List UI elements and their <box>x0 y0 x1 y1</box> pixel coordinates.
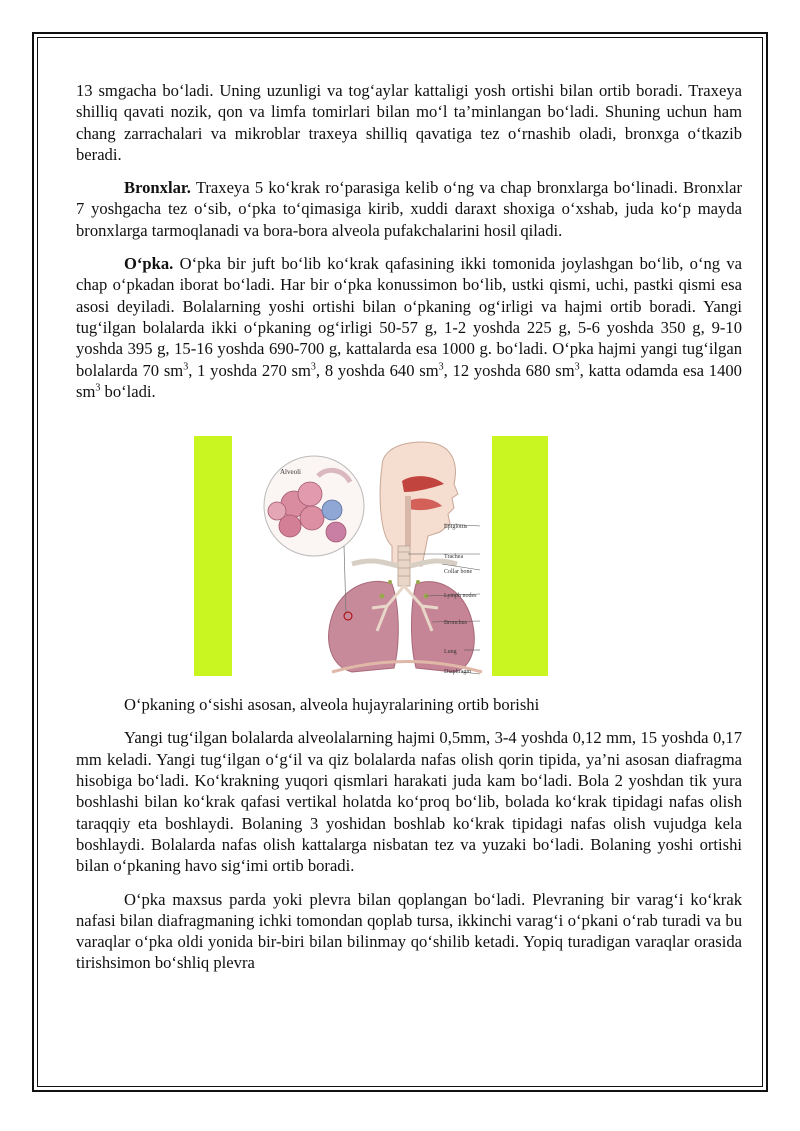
document-body <box>76 80 742 974</box>
heading-bronchi: Bronxlar. <box>124 178 191 198</box>
label-bronchus: Bronchus <box>444 620 467 627</box>
paragraph-trachea: 13 smgacha bo‘ladi. Uning uzunligi va tog‘aylar kattaligi yosh ortishi bilan ortib boradi. Traxeya shilliq qavati nozik, qon va limfa tomirlari bilan mo‘l ta’minlangan bo‘ladi. Shuning uchun ham chang zarrachalari va mikroblar traxeya shilliq qavatiga tez o‘rnashib oladi, bronxga o‘tkazib beradi. <box>76 81 742 164</box>
paragraph-bronchi: Bronxlar. Traxeya 5 ko‘krak ro‘parasiga kelib o‘ng va chap bronxlarga bo‘linadi. Bronxlar 7 yoshgacha tez o‘sib, o‘pka to‘qimasiga kirib, xuddi daraxt shoxiga o‘xshab, juda ko‘p mayda bronxlarga tarmoqlanadi va bora-bora alveola pufakchalarini hosil qiladi. <box>76 178 742 240</box>
paragraph-pleura: O‘pka maxsus parda yoki plevra bilan qoplangan bo‘ladi. Plevraning bir varag‘i ko‘krak nafasi bilan diafragmaning ichki tomondan qoplab tursa, ikkinchi varag‘i o‘pkani o‘rab turadi va bu varaqlar o‘pka oldi yonida bir-biri bilan bilinmay qo‘shilib ketadi. Yopiq turadigan varaqlar orasida tirishsimon bo‘shliq plevra <box>76 889 742 973</box>
respiratory-illustration <box>232 436 492 676</box>
label-alveoli: Alveoli <box>280 468 301 477</box>
figure-caption: O‘pkaning o‘sishi asosan, alveola hujayralarining ortib borishi <box>124 695 540 715</box>
label-diaphragm: Diaphragm <box>444 669 471 676</box>
label-trachea: Trachea <box>444 554 464 561</box>
paragraph-alveoli: Yangi tug‘ilgan bolalarda alveolalarning hajmi 0,5mm, 3-4 yoshda 0,12 mm, 15 yoshda 0,17 mm keladi. Yangi tug‘ilgan o‘g‘il va qiz bolalarda nafas olish qorin tipida, ya’ni asosan diafragma hisobiga bo‘ladi. Ko‘krakning yuqori qismlari harakati juda kam bo‘ladi. Bola 2 yoshdan tik yura boshlashi bilan ko‘krak qafasi vertikal holatda ko‘proq bo‘lib, bolada ko‘krak tipidagi nafas olish taraqqiy eta boshlaydi. Bolaning 3 yoshidan boshlab ko‘krak tipidagi nafas olish vujudga kela boshlaydi. Bolalarda nafas olish kattalarga nisbatan tez va yuzaki bo‘ladi. Bolaning yoshi ortishi bilan o‘pkaning havo sig‘imi ortib boradi. <box>76 728 742 876</box>
label-collar-bone: Collar bone <box>444 569 473 576</box>
label-lung: Lung <box>444 649 457 656</box>
label-epiglottis: Epiglottis <box>444 524 468 531</box>
paragraph-lung: O‘pka. O‘pka bir juft bo‘lib ko‘krak qafasining ikki tomonida joylashgan bo‘lib, o‘ng va chap o‘pkadan iborat bo‘ladi. Har bir o‘pka konussimon bo‘lib, ustki qismi, uchi, pastki qismi esa asosi deyiladi. Bolalarning yoshi ortishi bilan o‘pkaning og‘irligi va hajmi ortib boradi. Yangi tug‘ilgan bolalarda ikki o‘pkaning og‘irligi 50-57 g, 1-2 yoshda 225 g, 5-6 yoshda 350 g, 9-10 yoshda 395 g, 15-16 yoshda 690-700 g, kattalarda esa 1000 g. bo‘ladi. O‘pka hajmi yangi tug‘ilgan bolalarda 70 $sm^3$, 1 yoshda 270 $sm^3$, 8 yoshda 640 $sm^3$, 12 yoshda 680 $sm^3$, katta odamda esa 1400 $sm^3$ bo‘ladi. <box>76 254 742 401</box>
heading-lung: O‘pka. <box>124 254 174 274</box>
figure-green-bar-left <box>194 436 232 676</box>
label-lymph-nodes: Lymph nodes <box>444 593 477 600</box>
respiratory-diagram-svg <box>232 436 492 676</box>
respiratory-system-figure <box>194 436 548 676</box>
figure-green-bar-right <box>492 436 548 676</box>
